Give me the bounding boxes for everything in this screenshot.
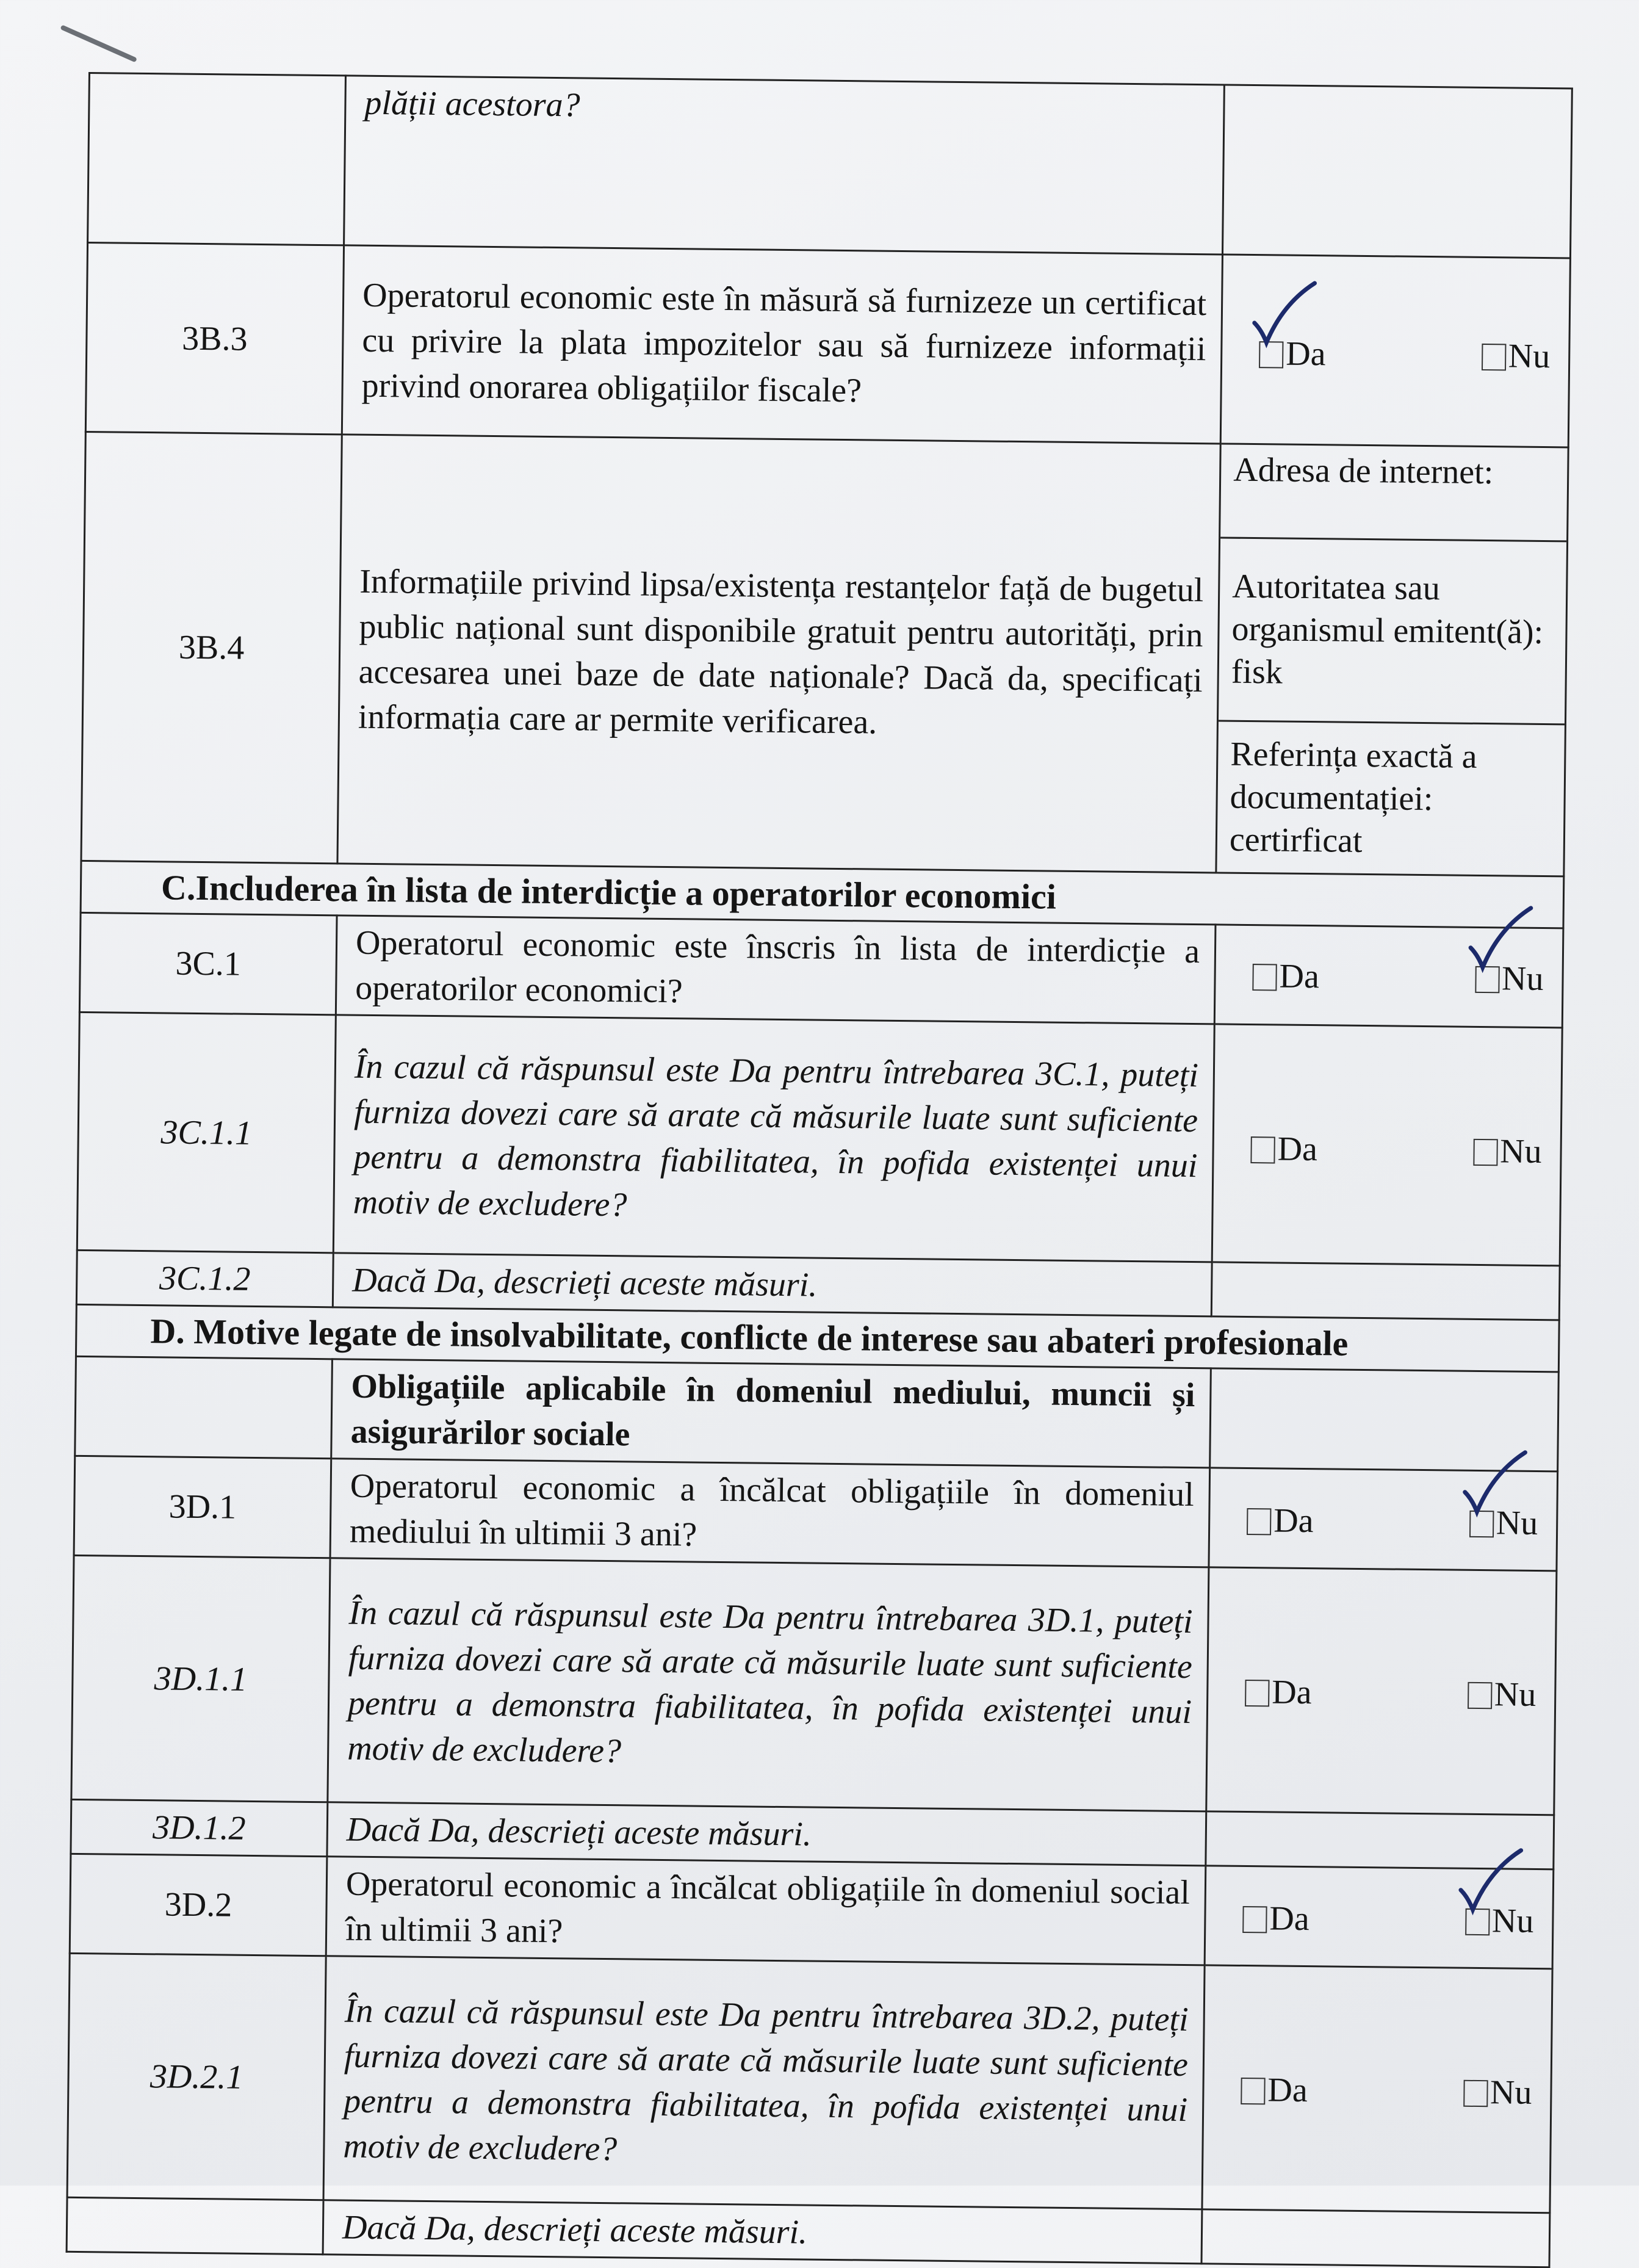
field-label: Referința exactă a documentației:	[1230, 735, 1477, 818]
option-label: Nu	[1496, 1504, 1538, 1543]
option-label: Nu	[1499, 1132, 1542, 1171]
option-label: Nu	[1494, 1675, 1536, 1714]
handwritten-check-icon	[1457, 1846, 1524, 1926]
question-text: Dacă Da, descrieți aceste măsuri.	[327, 1802, 1206, 1866]
row-number: 3B.3	[85, 243, 344, 435]
question-text: Operatorul economic este în măsură să furnizeze un certificat cu privire la plata impozitelor sau să furnizeze informații privind onorarea obligațiilor fiscale?	[342, 245, 1222, 444]
answer-cell	[1214, 925, 1563, 1028]
row-number-cell	[75, 1356, 333, 1458]
option-nu[interactable]	[1465, 1901, 1534, 1941]
answer-fields	[1216, 444, 1568, 876]
option-label: Da	[1285, 334, 1326, 374]
checkbox-icon[interactable]	[1252, 964, 1277, 991]
option-nu[interactable]	[1468, 1675, 1536, 1714]
checkbox-icon[interactable]	[1247, 1508, 1271, 1535]
field-label: Autoritatea sau organismul emitent(ă):	[1231, 567, 1544, 652]
option-label: Nu	[1491, 1902, 1534, 1940]
option-da[interactable]	[1259, 334, 1326, 374]
issuing-authority-field[interactable]	[1219, 537, 1566, 724]
option-label: Da	[1269, 1899, 1310, 1938]
table-row-3d2	[70, 1854, 1554, 1968]
question-text: Operatorul economic a încălcat obligațiile în domeniul mediului în ultimii 3 ani?	[330, 1459, 1210, 1567]
option-da[interactable]	[1242, 1899, 1309, 1938]
question-text: Dacă Da, descrieți aceste măsuri.	[333, 1253, 1212, 1316]
checkbox-icon[interactable]	[1250, 1136, 1275, 1163]
form-page	[66, 72, 1571, 2268]
question-text: Informațiile privind lipsa/existența restanțelor față de bugetul public național sunt disponibile gratuit pentru autorități, prin accesarea unei baze de date naționale? Dacă da, specificați informația care ar permite verificarea.	[337, 435, 1220, 873]
checkbox-icon[interactable]	[1245, 1680, 1269, 1706]
question-text: În cazul că răspunsul este Da pentru întrebarea 3C.1, puteți furniza dovezi care să arate că măsurile luate sunt suficiente pentru a demonstra fiabilitatea, în pofida existenței unui motiv de excludere?	[333, 1015, 1214, 1262]
field-value: certirficat	[1229, 820, 1363, 860]
checkbox-icon[interactable]	[1242, 1906, 1267, 1933]
row-number: 3C.1.1	[77, 1012, 336, 1252]
field-value: fisk	[1231, 652, 1283, 692]
option-label: Da	[1279, 957, 1320, 996]
declaration-table	[66, 72, 1573, 2268]
field-label: Adresa de internet:	[1233, 450, 1494, 492]
row-number: 3D.1.2	[71, 1799, 328, 1856]
handwritten-check-icon	[1461, 1448, 1529, 1528]
option-nu[interactable]	[1463, 2073, 1532, 2112]
question-text: Operatorul economic a încălcat obligațiile în domeniul social în ultimii 3 ani?	[326, 1857, 1206, 1965]
row-number-cell	[67, 2197, 323, 2254]
table-row-3c1	[79, 912, 1563, 1027]
option-label: Nu	[1490, 2073, 1532, 2112]
answer-cell[interactable]	[1211, 1262, 1560, 1320]
answer-cell	[1205, 1866, 1554, 1969]
section-title: D. Motive legate de insolvabilitate, conflicte de interese sau abateri profesionale	[76, 1304, 1559, 1371]
question-text: În cazul că răspunsul este Da pentru întrebarea 3D.1, puteți furniza dovezi care să arate că măsurile luate sunt suficiente pentru a demonstra fiabilitatea, în pofida existenței unui motiv de excludere?	[328, 1558, 1209, 1811]
staple-icon	[60, 24, 137, 62]
option-da[interactable]	[1250, 1129, 1317, 1169]
question-text: În cazul că răspunsul este Da pentru întrebarea 3D.2, puteți furniza dovezi care să arate că măsurile luate sunt suficiente pentru a demonstra fiabilitatea, în pofida existenței unui motiv de excludere?	[323, 1956, 1205, 2209]
option-da[interactable]	[1247, 1501, 1314, 1540]
answer-cell	[1220, 255, 1570, 447]
question-text: plății acestora?	[344, 76, 1225, 255]
table-row-3b4	[81, 432, 1568, 876]
option-label: Nu	[1501, 959, 1544, 999]
table-row-3b3	[85, 243, 1570, 447]
handwritten-check-icon	[1466, 904, 1534, 984]
question-text: Dacă Da, descrieți aceste măsuri.	[323, 2200, 1202, 2264]
subsection-heading: Obligațiile aplicabile în domeniul mediului, muncii și asigurărilor sociale	[331, 1359, 1211, 1468]
option-label: Da	[1277, 1130, 1318, 1169]
row-number: 3D.2.1	[67, 1953, 326, 2200]
row-number: 3C.1	[79, 912, 337, 1014]
option-label: Da	[1267, 2071, 1308, 2110]
internet-address-field[interactable]	[1220, 444, 1568, 541]
row-number: 3B.4	[81, 432, 342, 863]
checkbox-icon[interactable]	[1463, 2080, 1488, 2107]
row-number: 3D.1	[74, 1456, 331, 1558]
checkbox-icon[interactable]	[1473, 1139, 1497, 1166]
question-text: Operatorul economic este înscris în lista de interdicție a operatorilor economici?	[336, 916, 1216, 1024]
row-number-cell	[88, 73, 346, 245]
row-number: 3C.1.2	[76, 1250, 333, 1307]
option-label: Nu	[1508, 337, 1551, 376]
option-label: Da	[1271, 1673, 1312, 1712]
option-nu[interactable]	[1469, 1503, 1538, 1543]
option-da[interactable]	[1241, 2070, 1308, 2110]
table-row-3d21	[67, 1953, 1552, 2212]
option-da[interactable]	[1245, 1672, 1312, 1712]
row-number: 3D.1.1	[71, 1555, 330, 1802]
row-number: 3D.2	[70, 1854, 327, 1956]
answer-cell	[1202, 1965, 1552, 2213]
reference-field[interactable]	[1217, 720, 1565, 875]
option-label: Da	[1273, 1501, 1314, 1540]
section-title: C.Includerea în lista de interdicție a operatorilor economici	[81, 861, 1564, 928]
option-nu[interactable]	[1475, 959, 1544, 999]
table-row-3c11	[77, 1012, 1562, 1265]
table-row	[88, 73, 1572, 258]
answer-cell[interactable]	[1201, 2209, 1550, 2267]
answer-cell	[1209, 1468, 1558, 1571]
option-da[interactable]	[1252, 956, 1319, 996]
checkbox-icon[interactable]	[1482, 344, 1506, 370]
option-nu[interactable]	[1473, 1132, 1542, 1171]
table-row-d-heading	[75, 1356, 1559, 1471]
answer-cell	[1212, 1024, 1562, 1266]
table-row-3d11	[71, 1555, 1557, 1815]
table-row-3d1	[74, 1456, 1558, 1570]
checkbox-icon[interactable]	[1468, 1682, 1492, 1709]
handwritten-check-icon	[1250, 279, 1318, 359]
checkbox-icon[interactable]	[1241, 2078, 1265, 2104]
fields-table	[1217, 444, 1567, 875]
option-nu[interactable]	[1481, 336, 1550, 376]
answer-cell	[1206, 1567, 1557, 1815]
answer-cell	[1222, 85, 1572, 258]
